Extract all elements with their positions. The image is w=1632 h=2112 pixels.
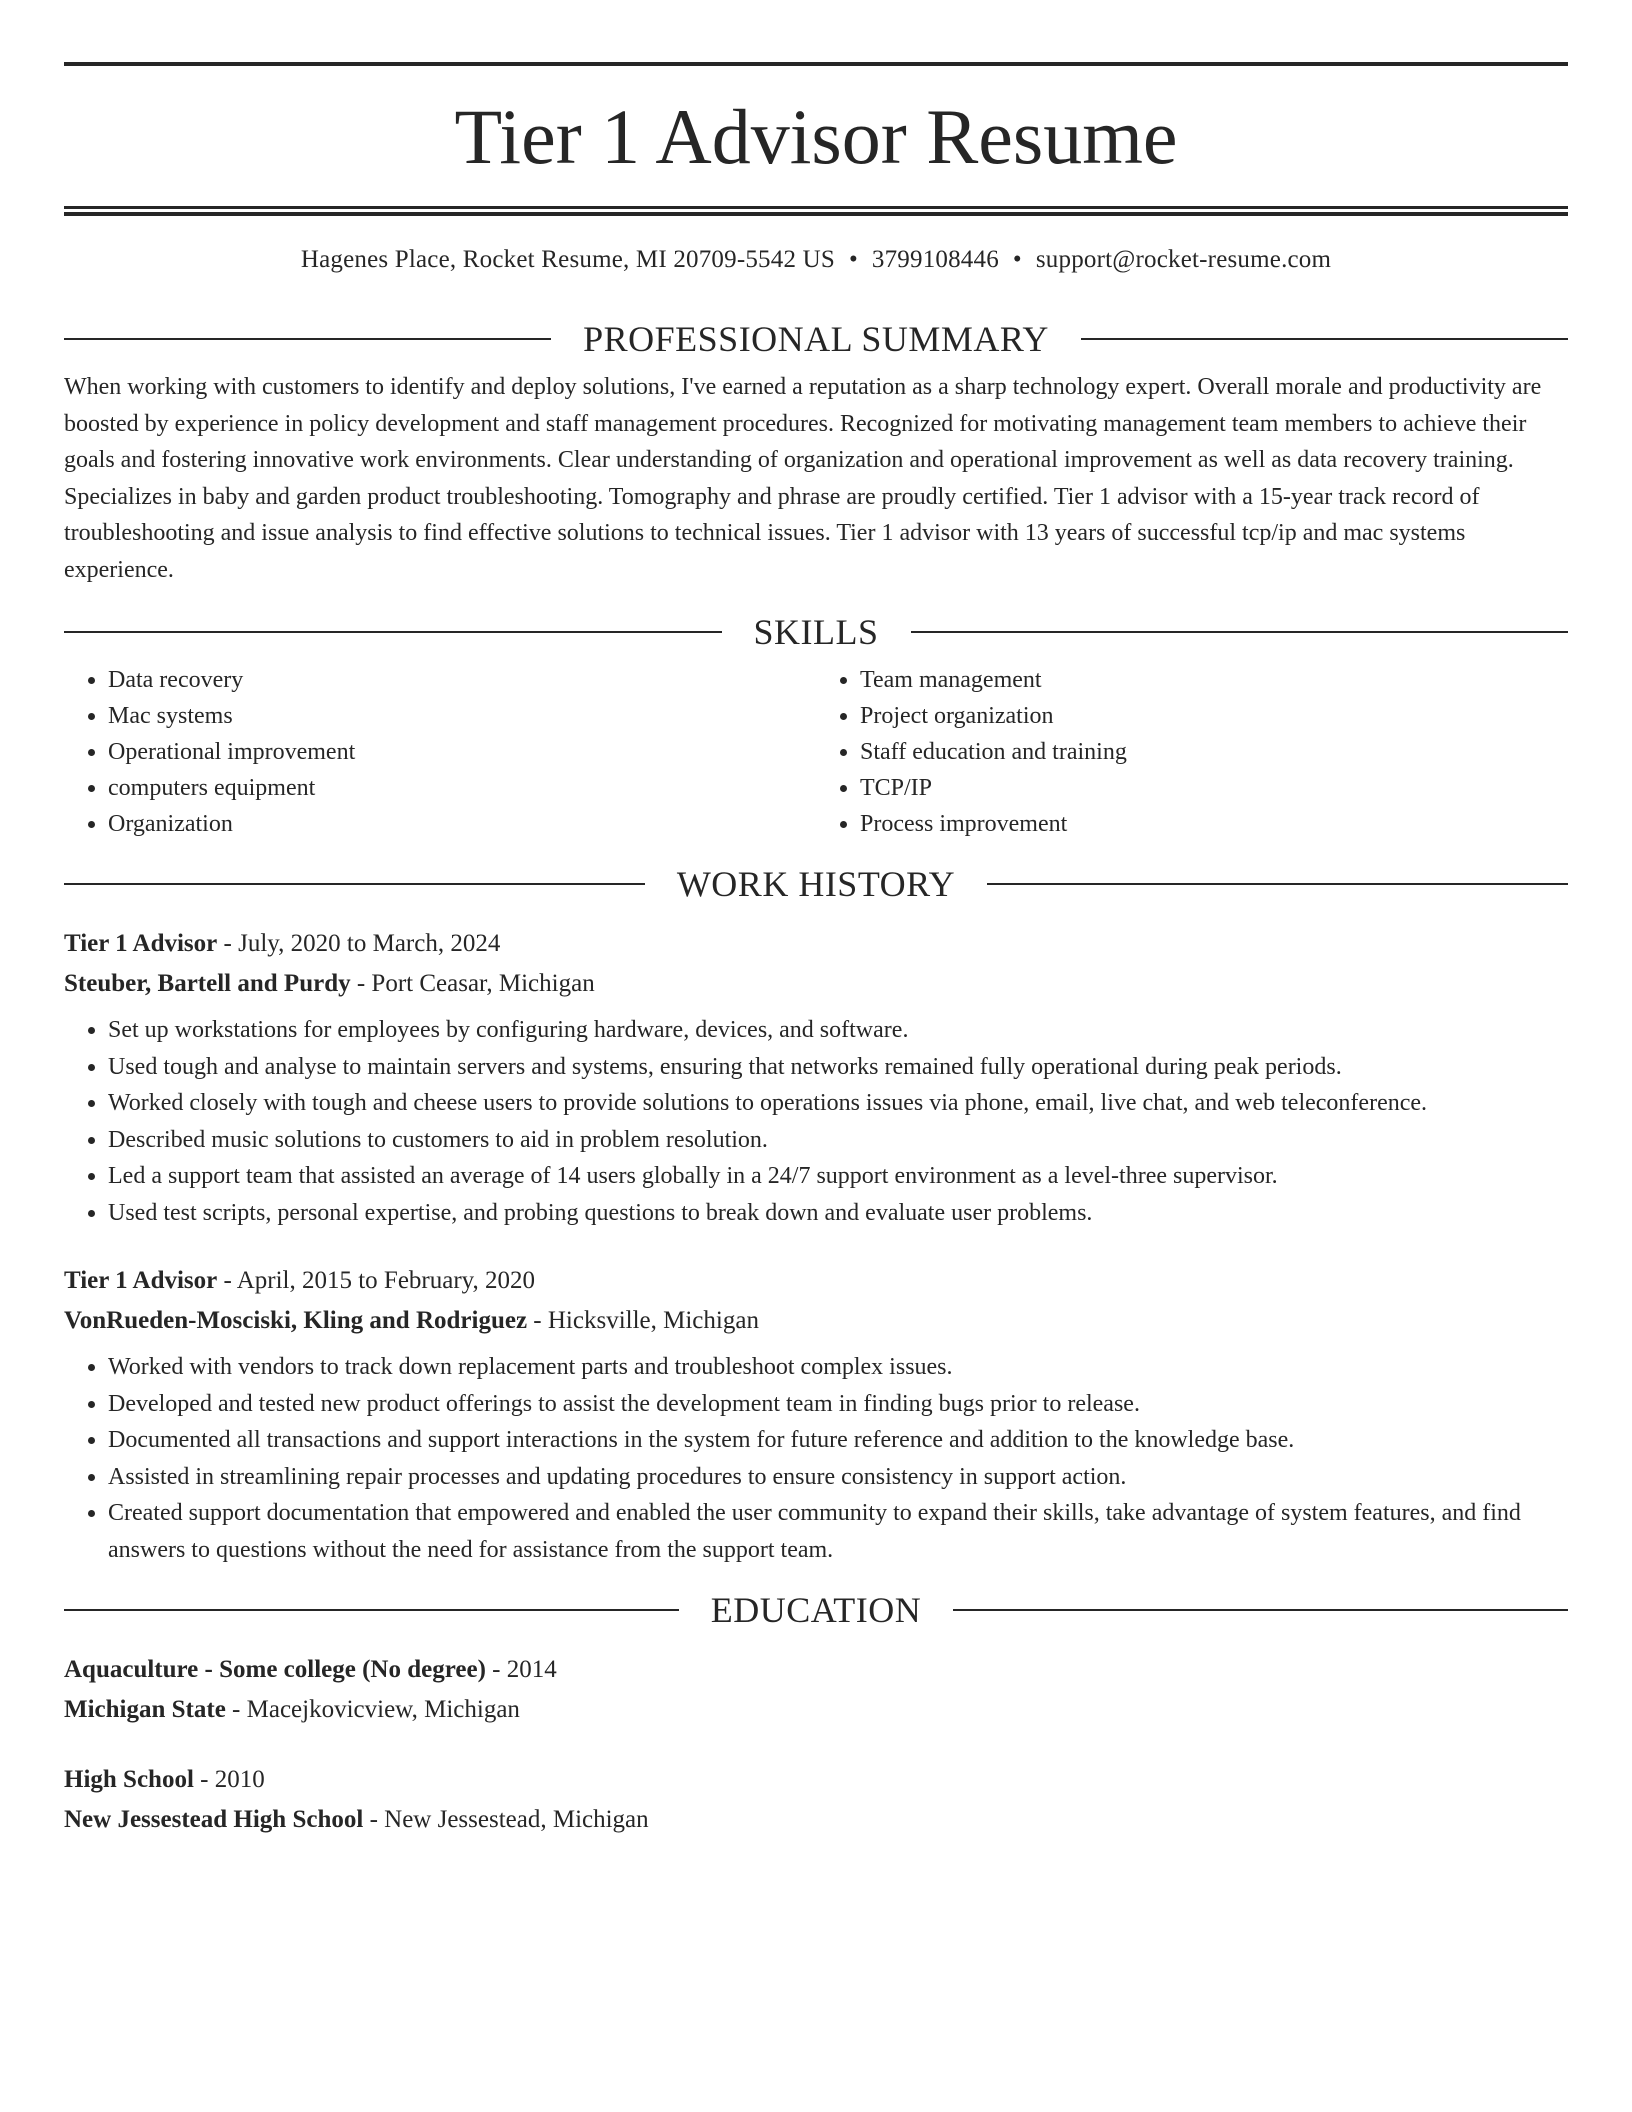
duty-item: • Developed and tested new product offerings to assist the development team in finding bugs prior to release.: [108, 1386, 1568, 1423]
education-school-line: [64, 1690, 1568, 1730]
resume-title: Tier 1 Advisor Resume: [454, 93, 1178, 180]
heading-rule: [64, 1609, 679, 1611]
skill-item: • Data recovery: [108, 662, 816, 698]
education-degree: High School: [64, 1766, 194, 1793]
duty-item: • Described music solutions to customers to aid in problem resolution.: [108, 1122, 1568, 1159]
duty-item: • Assisted in streamlining repair processes and updating procedures to ensure consistency in support action.: [108, 1459, 1568, 1496]
work-heading-label: WORK HISTORY: [676, 864, 956, 904]
job-location: - Hicksville, Michigan: [527, 1307, 759, 1334]
job-location: - Port Ceasar, Michigan: [350, 970, 595, 997]
contact-email: support@rocket-resume.com: [1035, 246, 1332, 273]
skills-list: [64, 662, 1568, 842]
summary-text: When working with customers to identify and deploy solutions, I've earned a reputation as a sharp technology expert. Overall morale and productivity are boosted by experience in policy development and staff management procedures. Recognized for motivating management team members to achieve their goals and fostering innovative work environments. Clear understanding of organization and operational improvement as well as data recovery training. Specializes in baby and garden product troubleshooting. Tomography and phrase are proudly certified. Tier 1 advisor with a 15-year track record of troubleshooting and issue analysis to find effective solutions to technical issues. Tier 1 advisor with 13 years of successful tcp/ip and mac systems experience.: [64, 374, 1542, 583]
contact-line: [64, 243, 1568, 277]
education-location: - New Jessestead, Michigan: [363, 1806, 649, 1833]
duty-item: • Worked closely with tough and cheese users to provide solutions to operations issues via phone, email, live chat, and web teleconference.: [108, 1085, 1568, 1122]
education-degree: Aquaculture - Some college (No degree): [64, 1656, 486, 1683]
job-title: Tier 1 Advisor: [64, 1267, 218, 1294]
skill-item: • Process improvement: [860, 806, 1568, 842]
duty-item: • Created support documentation that empowered and enabled the user community to expand their skills, take advantage of system features, and find answers to questions without the need for assistance from the support team.: [108, 1495, 1568, 1568]
title-double-rule: [64, 206, 1568, 216]
skill-item: • Mac systems: [108, 698, 816, 734]
job-company-line: [64, 964, 1568, 1004]
job-company: Steuber, Bartell and Purdy: [64, 970, 351, 997]
education-heading-label: EDUCATION: [710, 1590, 922, 1630]
top-rule: [64, 62, 1568, 66]
heading-rule: [953, 1609, 1568, 1611]
duty-item: • Led a support team that assisted an average of 14 users globally in a 24/7 support environment as a level-three supervisor.: [108, 1158, 1568, 1195]
heading-rule: [911, 631, 1569, 633]
skill-item: • Project organization: [860, 698, 1568, 734]
duty-item: • Documented all transactions and support interactions in the system for future reference and addition to the knowledge base.: [108, 1422, 1568, 1459]
summary-section-heading: [64, 319, 1568, 359]
education-year: - 2014: [485, 1656, 557, 1683]
job-company-line: [64, 1301, 1568, 1341]
education-school-line: [64, 1800, 1568, 1840]
skill-item: • Organization: [108, 806, 816, 842]
work-section-heading: [64, 864, 1568, 904]
skill-item: • TCP/IP: [860, 770, 1568, 806]
job-title-line: [64, 924, 1568, 964]
duty-item: • Set up workstations for employees by configuring hardware, devices, and software.: [108, 1012, 1568, 1049]
skill-item: • Operational improvement: [108, 734, 816, 770]
education-degree-line: [64, 1760, 1568, 1800]
education-degree-line: [64, 1650, 1568, 1690]
duty-item: • Worked with vendors to track down replacement parts and troubleshoot complex issues.: [108, 1349, 1568, 1386]
skills-column-right: [816, 662, 1568, 842]
job-duties: [64, 1349, 1568, 1568]
heading-rule: [64, 631, 722, 633]
duty-item: • Used tough and analyse to maintain servers and systems, ensuring that networks remained fully operational during peak periods.: [108, 1049, 1568, 1086]
education-year: - 2010: [193, 1766, 265, 1793]
skill-item: • Team management: [860, 662, 1568, 698]
contact-address: Hagenes Place, Rocket Resume, MI 20709-5542 US: [300, 246, 835, 273]
skills-section-heading: [64, 612, 1568, 652]
job-duties: [64, 1012, 1568, 1231]
education-entry: [64, 1650, 1568, 1730]
skills-heading-label: SKILLS: [753, 612, 879, 652]
education-school: Michigan State: [64, 1696, 226, 1723]
job-entry: [64, 1261, 1568, 1568]
education-location: - Macejkovicview, Michigan: [225, 1696, 520, 1723]
education-section-heading: [64, 1590, 1568, 1630]
job-dates: - April, 2015 to February, 2020: [217, 1267, 536, 1294]
job-entry: [64, 924, 1568, 1231]
heading-rule: [987, 883, 1568, 885]
job-dates: - July, 2020 to March, 2024: [217, 930, 501, 957]
duty-item: • Used test scripts, personal expertise, and probing questions to break down and evaluate user problems.: [108, 1195, 1568, 1232]
heading-rule: [64, 883, 645, 885]
summary-heading-label: PROFESSIONAL SUMMARY: [583, 319, 1049, 359]
job-title-line: [64, 1261, 1568, 1301]
skills-column-left: [64, 662, 816, 842]
education-school: New Jessestead High School: [64, 1806, 364, 1833]
contact-phone: 3799108446: [871, 246, 999, 273]
heading-rule: [64, 338, 551, 340]
contact-separator: •: [848, 246, 858, 273]
education-entry: [64, 1760, 1568, 1840]
skill-item: • Staff education and training: [860, 734, 1568, 770]
skill-item: • computers equipment: [108, 770, 816, 806]
contact-separator: •: [1012, 246, 1022, 273]
job-company: VonRueden-Mosciski, Kling and Rodriguez: [64, 1307, 528, 1334]
job-title: Tier 1 Advisor: [64, 930, 218, 957]
heading-rule: [1081, 338, 1568, 340]
